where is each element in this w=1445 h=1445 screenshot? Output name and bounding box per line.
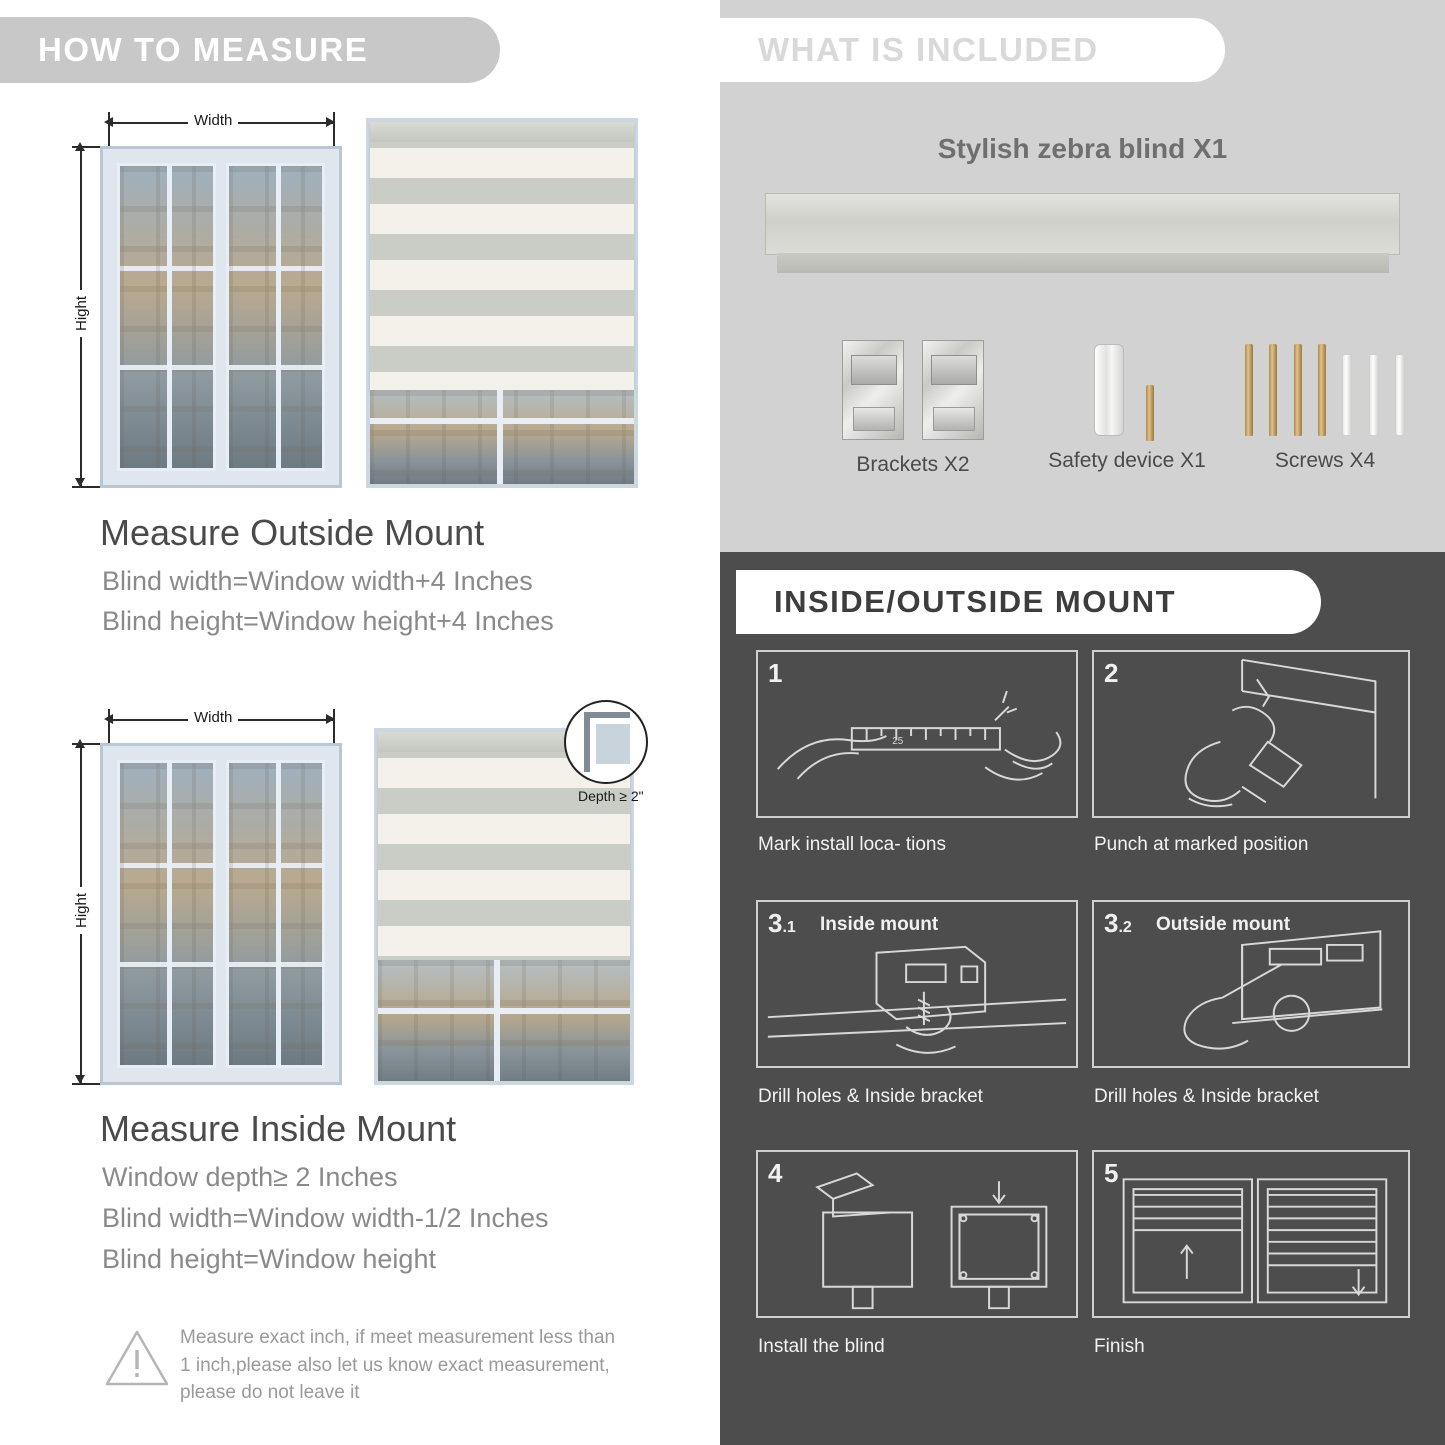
- step-4-number: 4: [768, 1158, 783, 1188]
- part-brackets-label: Brackets X2: [856, 453, 970, 476]
- install-blind-icon: [758, 1152, 1076, 1316]
- inside-mount-line-1: Window depth≥ 2 Inches: [102, 1162, 398, 1192]
- window-pane: [226, 760, 325, 1068]
- warning-text: Measure exact inch, if meet measurement less than 1 inch,please also let us know exact measurement, please do not leave it: [180, 1327, 616, 1404]
- bracket-icon: [922, 340, 984, 440]
- outside-mount-blind-illustration: [366, 118, 638, 488]
- drill-icon: [1094, 652, 1408, 816]
- screw-icon: [1146, 385, 1154, 441]
- warning-triangle-icon: [104, 1328, 170, 1393]
- screw-icon: [1294, 344, 1302, 436]
- step-4: [756, 1150, 1078, 1318]
- step-3-2-label: Outside mount: [1156, 914, 1291, 935]
- finished-blind-icon: [1094, 1152, 1408, 1316]
- blind-fabric: [370, 122, 634, 390]
- anchor-icon: [1369, 354, 1379, 436]
- step-3-2-number: 3.2: [1104, 908, 1132, 938]
- window-pane: [117, 760, 216, 1068]
- how-to-measure-title: HOW TO MEASURE: [38, 31, 369, 68]
- anchor-icon: [1395, 354, 1405, 436]
- outside-width-label: Width: [188, 112, 238, 129]
- zebra-blind-product-icon: [765, 193, 1400, 281]
- window-pane: [226, 163, 325, 471]
- step-3-2: [1092, 900, 1410, 1068]
- bracket-icon: [842, 340, 904, 440]
- screw-icon: [1318, 344, 1326, 436]
- inside-window-illustration: [100, 743, 342, 1085]
- step-3-1: [756, 900, 1078, 1068]
- step-2-caption: Punch at marked position: [1094, 834, 1309, 855]
- what-is-included-banner: [720, 18, 1225, 82]
- what-is-included-title: WHAT IS INCLUDED: [758, 31, 1099, 68]
- safety-device-icon: [1094, 344, 1124, 436]
- step-1-number: 1: [768, 658, 783, 688]
- blind-headrail: [370, 122, 634, 142]
- step-1: [756, 650, 1078, 818]
- what-is-included-section: [720, 0, 1445, 552]
- mount-banner: [736, 570, 1321, 634]
- inside-mount-line-2: Blind width=Window width-1/2 Inches: [102, 1203, 549, 1233]
- step-5: [1092, 1150, 1410, 1318]
- how-to-measure-section: [0, 0, 712, 1445]
- outside-window-illustration: [100, 146, 342, 488]
- mount-title: INSIDE/OUTSIDE MOUNT: [774, 584, 1177, 619]
- step-3-1-number: 3.1: [768, 908, 796, 938]
- step-5-number: 5: [1104, 1158, 1119, 1188]
- inside-mount-heading: Measure Inside Mount: [100, 1108, 457, 1149]
- outside-height-label: Hight: [73, 290, 90, 337]
- screw-icon: [1245, 344, 1253, 436]
- inside-height-label: Hight: [73, 887, 90, 934]
- blind-window-view: [370, 390, 634, 484]
- screw-icon: [1269, 344, 1277, 436]
- step-2-number: 2: [1104, 658, 1119, 688]
- window-pane: [117, 163, 216, 471]
- step-3-2-caption: Drill holes & Inside bracket: [1094, 1086, 1319, 1107]
- screwdriver-bracket-icon: [758, 902, 1076, 1066]
- part-screws-label: Screws X4: [1274, 449, 1376, 472]
- depth-callout-label: Depth ≥ 2": [578, 788, 644, 804]
- inside-width-label: Width: [188, 709, 238, 726]
- window-depth-callout: [564, 700, 648, 784]
- step-5-caption: Finish: [1094, 1336, 1145, 1357]
- outside-mount-line-1: Blind width=Window width+4 Inches: [102, 566, 533, 596]
- step-1-caption: Mark install loca- tions: [758, 834, 946, 855]
- step-4-caption: Install the blind: [758, 1336, 885, 1357]
- inside-mount-line-3: Blind height=Window height: [102, 1244, 436, 1274]
- step-3-1-caption: Drill holes & Inside bracket: [758, 1086, 983, 1107]
- measure-tape-icon: [758, 652, 1076, 816]
- outside-mount-line-2: Blind height=Window height+4 Inches: [102, 606, 554, 636]
- outside-mount-heading: Measure Outside Mount: [100, 512, 485, 553]
- part-screws: [1212, 344, 1438, 473]
- anchor-icon: [1342, 354, 1352, 436]
- svg-text:25: 25: [892, 735, 904, 747]
- how-to-measure-banner: [0, 17, 500, 83]
- blind-window-view: [378, 960, 630, 1081]
- screwdriver-outside-icon: [1094, 902, 1408, 1066]
- part-safety-label: Safety device X1: [1048, 449, 1206, 472]
- inside-outside-mount-section: [720, 552, 1445, 1445]
- product-title: Stylish zebra blind X1: [937, 133, 1228, 164]
- step-3-1-label: Inside mount: [820, 914, 939, 935]
- step-2: [1092, 650, 1410, 818]
